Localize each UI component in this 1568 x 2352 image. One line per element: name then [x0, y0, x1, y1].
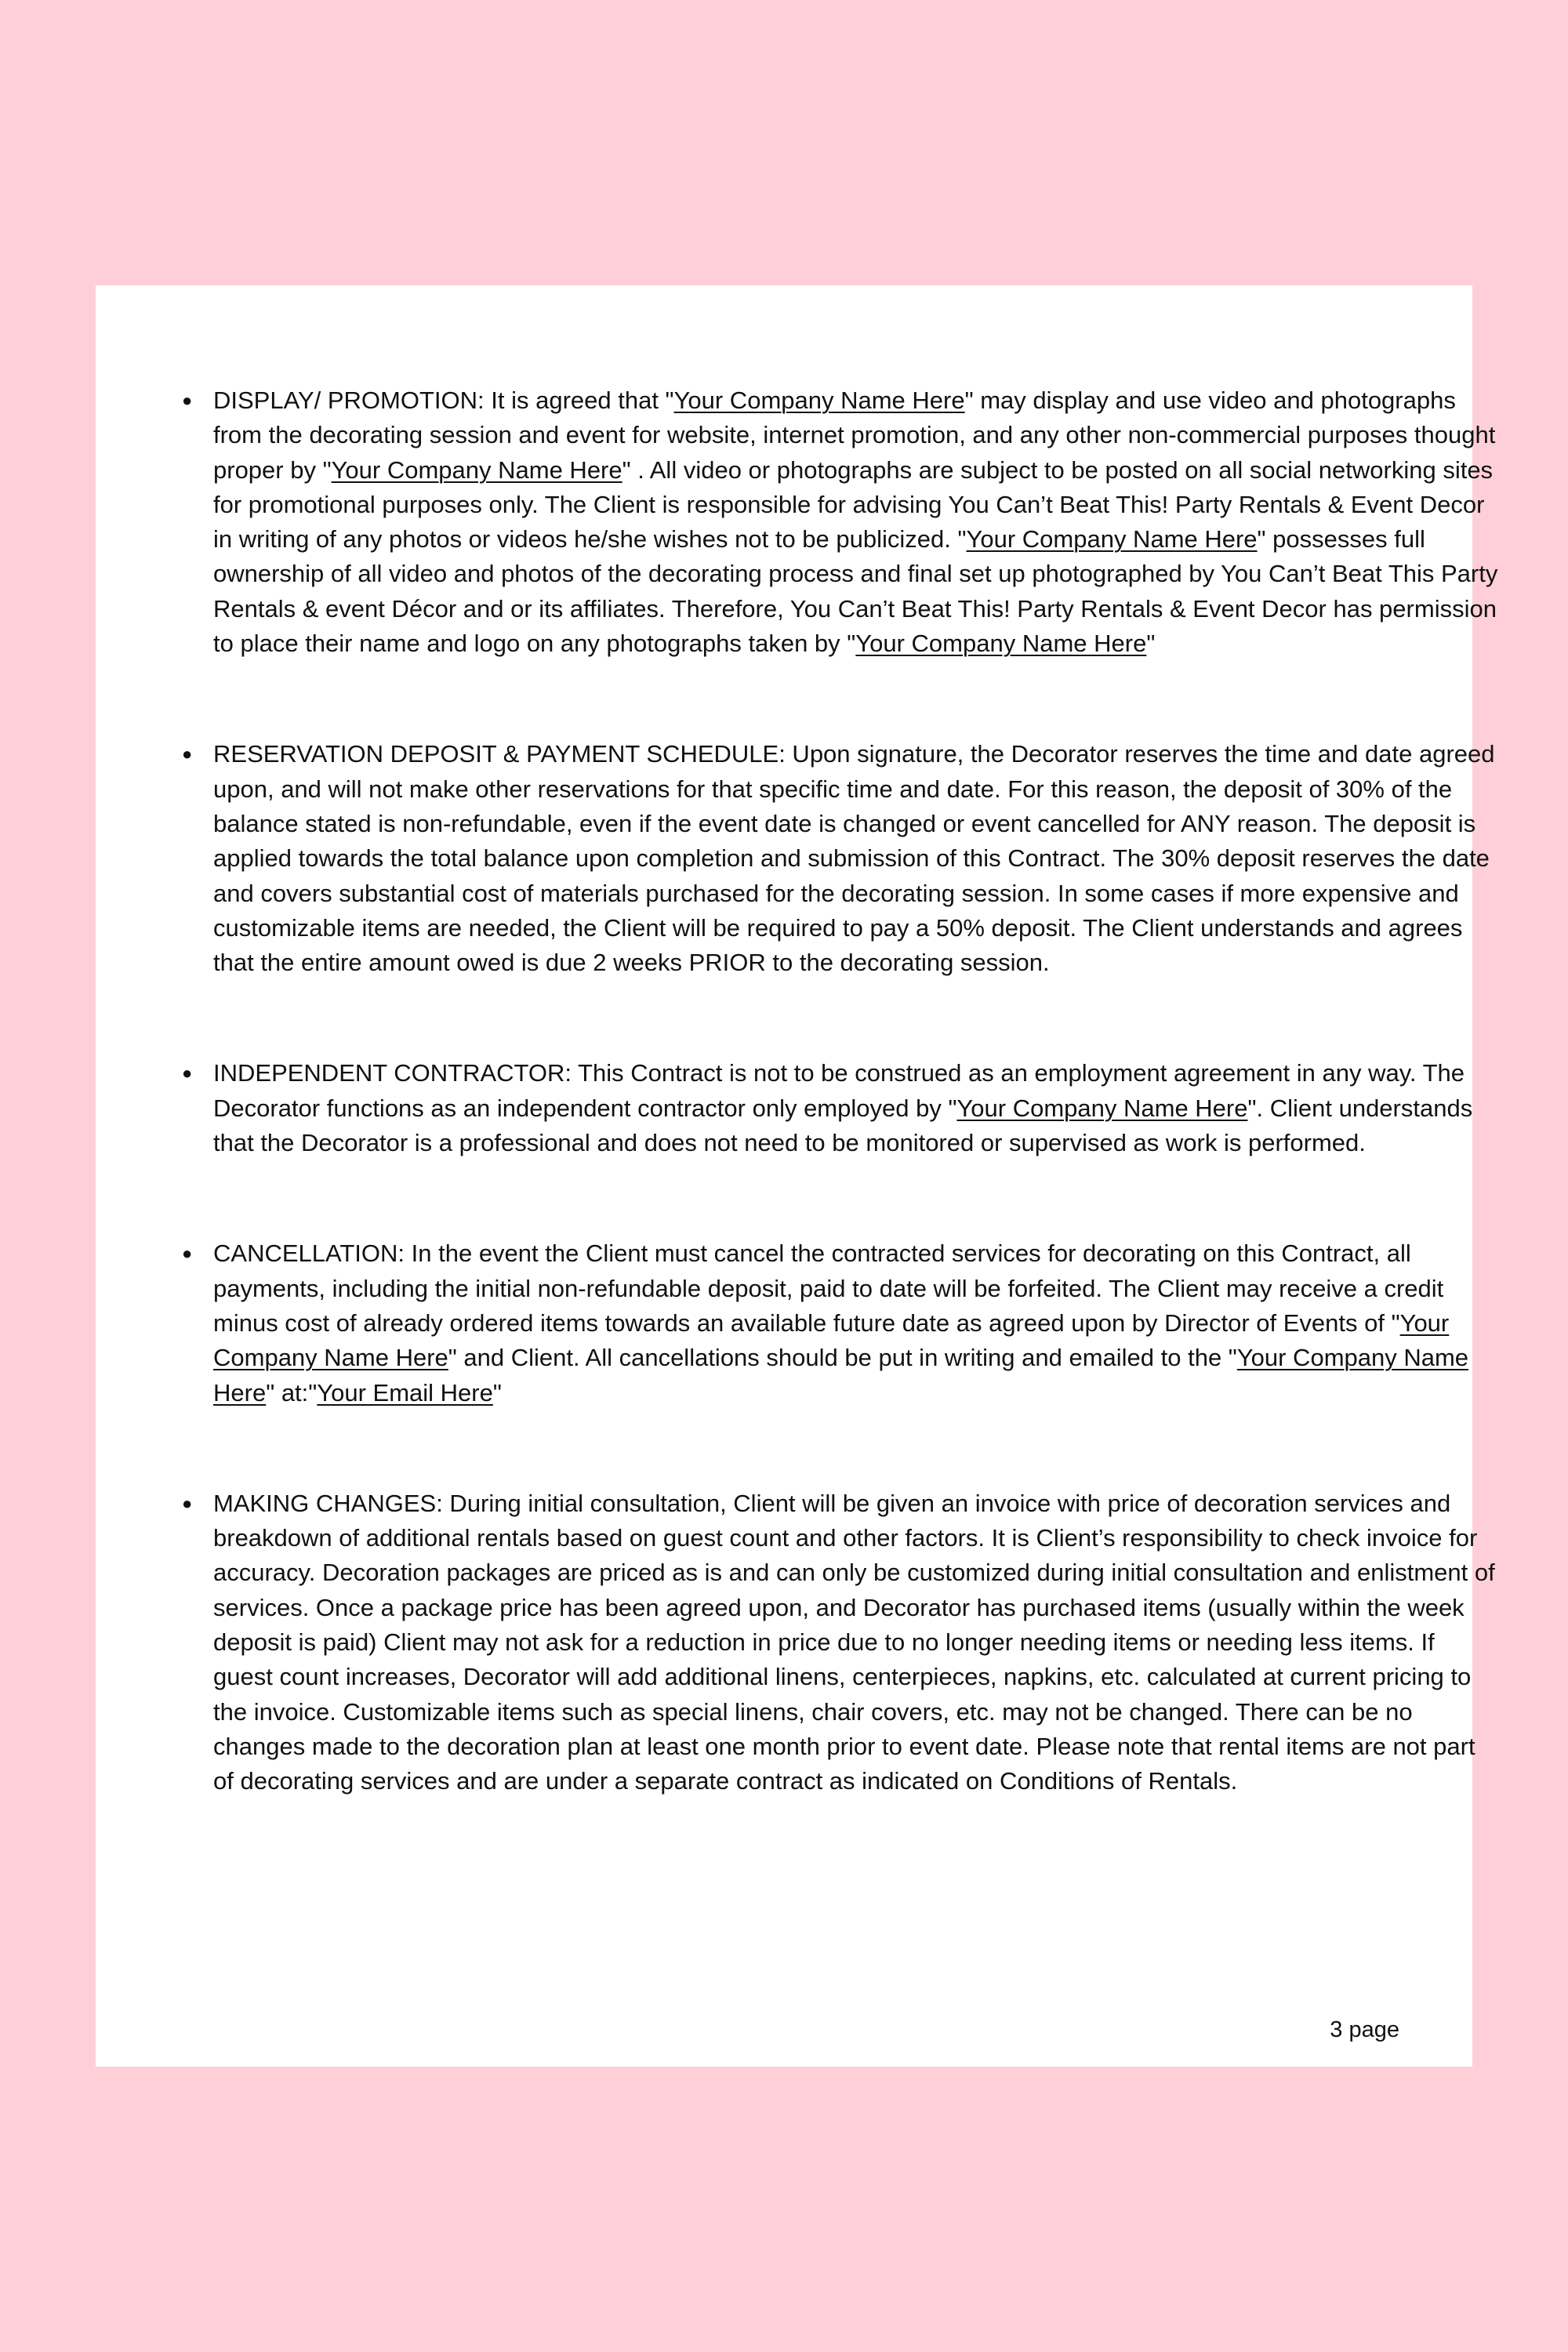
- clause-text: CANCELLATION: In the event the Client must cancel the contracted services for decorating on this Contract, all payments, including the initial non-refundable deposit, paid to date will be forfeited. The Client may receive a credit minus cost of already ordered items towards an available future date as agreed upon by Director of Events of ": [213, 1240, 1444, 1337]
- clause-making-changes: [182, 1486, 1499, 1799]
- company-name-placeholder: Your Company Name Here: [213, 1308, 1450, 1372]
- bullet-icon: ●: [182, 1063, 193, 1083]
- bullet-icon: ●: [182, 1493, 193, 1513]
- document-page: [96, 285, 1498, 2067]
- clause-text: ": [492, 1378, 502, 1406]
- company-name-placeholder: Your Company Name Here: [966, 525, 1258, 554]
- page-number: 3 page: [1330, 2017, 1399, 2042]
- clause-text: ". Client understands that the Decorator is a professional and does not need to be monitored or supervised as work is performed.: [213, 1094, 1473, 1157]
- clause-text: RESERVATION DEPOSIT & PAYMENT SCHEDULE: Upon signature, the Decorator reserves the time and date agreed upon, and will not make other reservations for that specific time and date. For this reason, the deposit of 30% of the balance stated is non-refundable, even if the event date is changed or event cancelled for ANY reason. The deposit is applied towards the total balance upon completion and submission of this Contract. The 30% deposit reserves the date and covers substantial cost of materials purchased for the decorating session. In some cases if more expensive and customizable items are needed, the Client will be required to pay a 50% deposit. The Client understands and agrees that the entire amount owed is due 2 weeks PRIOR to the decorating session.: [213, 740, 1495, 977]
- clause-text: " at:": [266, 1378, 318, 1406]
- clause-text: ": [1146, 630, 1156, 658]
- clause-text: " and Client. All cancellations should be put in writing and emailed to the ": [448, 1344, 1237, 1372]
- email-placeholder: Your Email Here: [317, 1378, 493, 1406]
- company-name-placeholder: Your Company Name Here: [331, 456, 622, 484]
- clause-cancellation: [182, 1236, 1499, 1410]
- company-name-placeholder: Your Company Name Here: [213, 1344, 1469, 1406]
- company-name-placeholder: Your Company Name Here: [855, 630, 1147, 658]
- bullet-icon: ●: [182, 744, 193, 764]
- clause-reservation-deposit: [182, 737, 1499, 980]
- clause-text: INDEPENDENT CONTRACTOR: This Contract is not to be construed as an employment agreement in any way. The Decorator functions as an independent contractor only employed by ": [213, 1059, 1465, 1122]
- clause-text: " possesses full ownership of all video and photos of the decorating process and final set up photographed by You Can’t Beat This Party Rentals & event Décor and or its affiliates. Therefore, You Can’t Beat This! Party Rentals & Event Decor has permission to place their name and logo on any photographs taken by ": [213, 525, 1498, 658]
- bullet-icon: ●: [182, 390, 193, 410]
- clause-text: " . All video or photographs are subject to be posted on all social networking sites for promotional purposes only. The Client is responsible for advising You Can’t Beat This! Party Rentals & Event Decor in writing of any photos or videos he/she wishes not to be publicized. ": [213, 456, 1494, 554]
- contract-clauses-list: [182, 383, 1499, 1799]
- clause-independent-contractor: [182, 1056, 1499, 1160]
- clause-text: " may display and use video and photographs from the decorating session and event for website, internet promotion, and any other non-commercial purposes thought proper by ": [213, 387, 1496, 484]
- company-name-placeholder: Your Company Name Here: [673, 387, 965, 414]
- clause-display-promotion: [182, 383, 1499, 661]
- clause-text: DISPLAY/ PROMOTION: It is agreed that ": [213, 387, 674, 414]
- bullet-icon: ●: [182, 1243, 193, 1264]
- clause-text: MAKING CHANGES: During initial consultation, Client will be given an invoice with price of decoration services and breakdown of additional rentals based on guest count and other factors. It is Client’s responsibility to check invoice for accuracy. Decoration packages are priced as is and can only be customized during initial consultation and enlistment of services. Once a package price has been agreed upon, and Decorator has purchased items (usually within the week deposit is paid) Client may not ask for a reduction in price due to no longer needing items or needing less items. If guest count increases, Decorator will add additional linens, centerpieces, napkins, etc. calculated at current pricing to the invoice. Customizable items such as special linens, chair covers, etc. may not be changed. There can be no changes made to the decoration plan at least one month prior to event date. Please note that rental items are not part of decorating services and are under a separate contract as indicated on Conditions of Rentals.: [213, 1489, 1495, 1795]
- company-name-placeholder: Your Company Name Here: [956, 1094, 1248, 1122]
